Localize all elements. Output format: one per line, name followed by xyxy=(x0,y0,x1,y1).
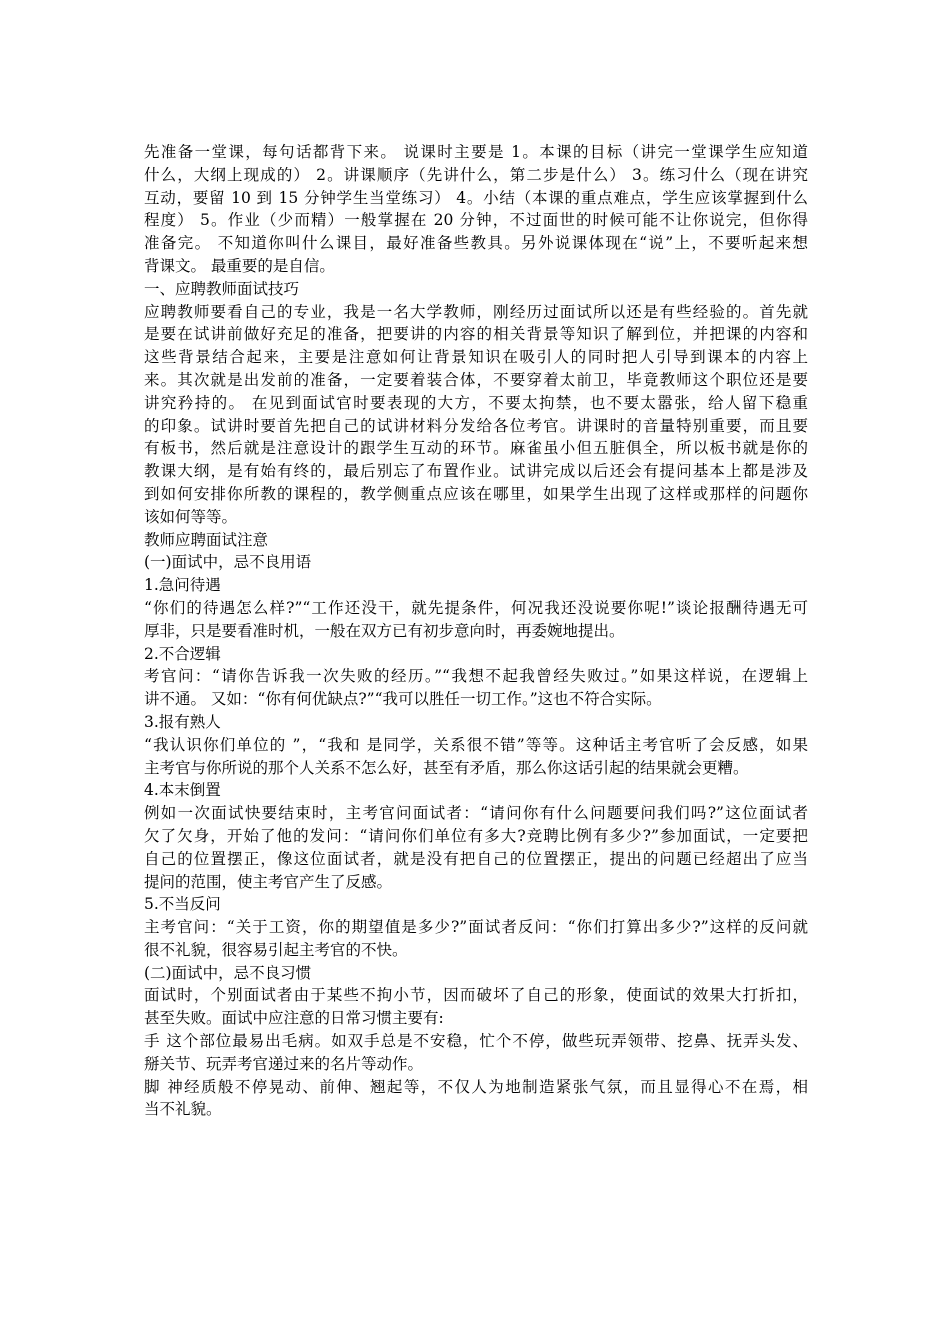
text-line: 甚至失败。面试中应注意的日常习惯主要有: xyxy=(144,1009,444,1028)
text-line: 例如一次面试快要结束时，主考官问面试者：“请问你有什么问题要问我们吗?”这位面试者 xyxy=(144,804,808,823)
text-line: 这些背景结合起来，主要是注意如何让背景知识在吸引人的同时把人引导到课本的内容上 xyxy=(144,348,808,367)
text-line: 5.不当反问 xyxy=(144,895,221,914)
text-line: 有板书，然后就是注意设计的跟学生互动的环节。麻雀虽小但五脏俱全，所以板书就是你的 xyxy=(144,439,808,458)
text-line: 2.不合逻辑 xyxy=(144,644,221,663)
text-line: 教课大纲，是有始有终的，最后别忘了布置作业。试讲完成以后还会有提问基本上都是涉及 xyxy=(144,462,808,481)
text-line: “你们的待遇怎么样?”“工作还没干，就先提条件，何况我还没说要你呢!”谈论报酬待遇无可 xyxy=(144,598,808,617)
text-line: (二)面试中，忌不良习惯 xyxy=(144,963,312,982)
text-line: 手 这个部位最易出毛病。如双手总是不安稳，忙个不停，做些玩弄领带、挖鼻、抚弄头发、 xyxy=(144,1032,808,1051)
text-line: 该如何等等。 xyxy=(144,507,238,526)
text-line: 讲究矜持的。 在见到面试官时要表现的大方，不要太拘禁，也不要太嚣张，给人留下稳重 xyxy=(144,393,808,412)
text-line: 主考官与你所说的那个人关系不怎么好，甚至有矛盾，那么你这话引起的结果就会更糟。 xyxy=(144,758,749,777)
text-line: 讲不通。 又如：“你有何优缺点?”“我可以胜任一切工作。”这也不符合实际。 xyxy=(144,690,662,709)
text-line: 脚 神经质般不停晃动、前伸、翘起等，不仅人为地制造紧张气氛，而且显得心不在焉，相 xyxy=(144,1077,808,1096)
text-line: 互动，要留 10 到 15 分钟学生当堂练习） 4。小结（本课的重点难点，学生应该掌握到什么 xyxy=(144,188,808,207)
text-line: 到如何安排你所教的课程的，教学侧重点应该在哪里，如果学生出现了这样或那样的问题你 xyxy=(144,484,808,503)
text-line: 程度） 5。作业（少而精）一般掌握在 20 分钟，不过面世的时候可能不让你说完，但你得 xyxy=(144,211,808,230)
text-line: 背课文。 最重要的是自信。 xyxy=(144,256,335,275)
text-line: 应聘教师要看自己的专业，我是一名大学教师，刚经历过面试所以还是有些经验的。首先就 xyxy=(144,302,808,321)
text-line: 1.急问待遇 xyxy=(144,576,221,595)
text-line: 自己的位置摆正，像这位面试者，就是没有把自己的位置摆正，提出的问题已经超出了应当 xyxy=(144,849,808,868)
text-line: 3.报有熟人 xyxy=(144,712,221,731)
text-line: 考官问：“请你告诉我一次失败的经历。”“我想不起我曾经失败过。”如果这样说，在逻辑上 xyxy=(144,667,808,686)
text-line: “我认识你们单位的 ”，“我和 是同学，关系很不错”等等。这种话主考官听了会反感，如果 xyxy=(144,735,808,754)
text-line: 很不礼貌，很容易引起主考官的不快。 xyxy=(144,940,408,959)
text-line: (一)面试中，忌不良用语 xyxy=(144,553,312,572)
text-line: 面试时，个别面试者由于某些不拘小节，因而破坏了自己的形象，使面试的效果大打折扣， xyxy=(144,986,808,1005)
text-line: 是要在试讲前做好充足的准备，把要讲的内容的相关背景等知识了解到位，并把课的内容和 xyxy=(144,325,808,344)
text-line: 当不礼貌。 xyxy=(144,1100,222,1119)
text-line: 提问的范围，使主考官产生了反感。 xyxy=(144,872,393,891)
text-line: 4.本末倒置 xyxy=(144,781,221,800)
text-line: 欠了欠身，开始了他的发问：“请问你们单位有多大?竞聘比例有多少?”参加面试，一定要把 xyxy=(144,826,808,845)
text-line: 准备完。 不知道你叫什么课目，最好准备些教具。另外说课体现在“说”上，不要听起来想 xyxy=(144,234,808,253)
text-line: 什么，大纲上现成的） 2。讲课顺序（先讲什么，第二步是什么） 3。练习什么（现在讲究 xyxy=(144,165,808,184)
text-line: 主考官问：“关于工资，你的期望值是多少?”面试者反问：“你们打算出多少?”这样的反问就 xyxy=(144,918,808,937)
text-line: 先准备一堂课，每句话都背下来。 说课时主要是 1。本课的目标（讲完一堂课学生应知道 xyxy=(144,143,808,161)
text-line: 的印象。试讲时要首先把自己的试讲材料分发给各位考官。讲课时的音量特别重要，而且要 xyxy=(144,416,808,435)
text-line: 教师应聘面试注意 xyxy=(144,530,269,549)
text-line: 一、应聘教师面试技巧 xyxy=(144,279,300,298)
text-line: 来。其次就是出发前的准备，一定要着装合体，不要穿着太前卫，毕竟教师这个职位还是要 xyxy=(144,370,808,389)
document-page xyxy=(144,141,808,1121)
text-line: 掰关节、玩弄考官递过来的名片等动作。 xyxy=(144,1054,424,1073)
text-line: 厚非，只是要看准时机，一般在双方已有初步意向时，再委婉地提出。 xyxy=(144,621,625,640)
